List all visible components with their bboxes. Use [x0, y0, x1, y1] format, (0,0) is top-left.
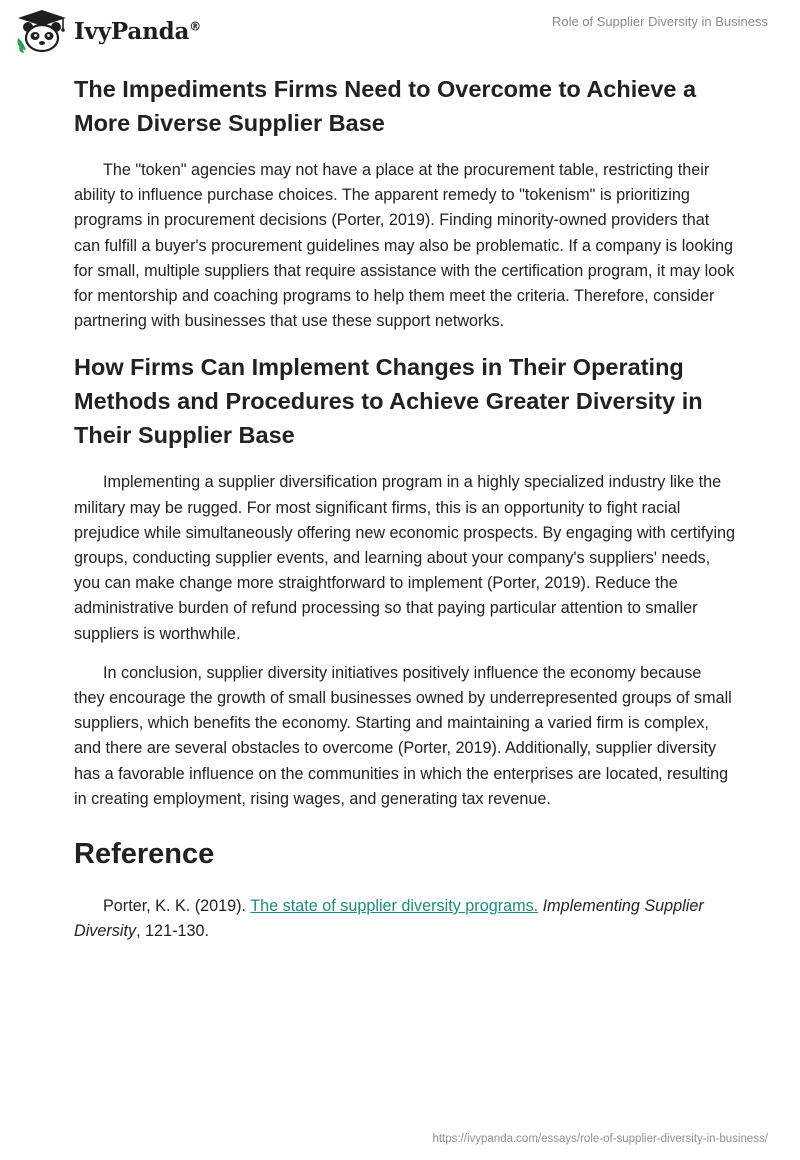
section-heading-impediments: The Impediments Firms Need to Overcome to Achieve a More Diverse Supplier Base — [74, 76, 697, 136]
reference-link[interactable]: The state of supplier diversity programs. — [250, 897, 539, 916]
section-heading-implementation: How Firms Can Implement Changes in Their Operating Methods and Procedures to Achieve Greater Diversity in Their Supplier Base — [74, 354, 703, 449]
reference-entry — [74, 894, 736, 944]
paragraph: Implementing a supplier diversification program in a highly specialized industry like the military may be rugged. For most significant firms, this is an opportunity to fight racial prejudice while simultaneously offering new economic prospects. By engaging with certifying groups, conducting supplier events, and learning about your company's suppliers' needs, you can make change more straightforward to implement (Porter, 2019). Reduce the administrative burden of refund processing so that paying particular attention to smaller suppliers is worthwhile. — [74, 473, 736, 643]
document-title: Role of Supplier Diversity in Business — [551, 14, 768, 29]
reference-heading: Reference — [74, 838, 215, 871]
reference-author-year: Porter, K. K. (2019). — [103, 897, 251, 916]
paragraph: In conclusion, supplier diversity initiatives positively influence the economy because they encourage the growth of small businesses owned by underrepresented groups of small suppliers, which benefits the economy. Starting and maintaining a varied firm is complex, and there are several obstacles to overcome (Porter, 2019). Additionally, supplier diversity has a favorable influence on the communities in which the enterprises are located, resulting in creating employment, rising wages, and generating tax revenue. — [74, 663, 732, 808]
brand-name: IvyPanda® — [74, 17, 201, 45]
reference-pages: , 121-130. — [136, 922, 209, 941]
panda-graduate-icon — [14, 8, 72, 54]
paragraph: The "token" agencies may not have a place at the procurement table, restricting their ability to influence purchase choices. The apparent remedy to "tokenism" is prioritizing programs in procurement decisions (Porter, 2019). Finding minority-owned providers that can fulfill a buyer's procurement guidelines may also be problematic. If a company is looking for small, multiple suppliers that require assistance with the certification program, it may look for mentorship and coaching programs to help them meet the criteria. Therefore, consider partnering with businesses that use these support networks. — [74, 161, 735, 331]
reference-journal: Implementing Supplier Diversity — [74, 897, 704, 941]
footer-url[interactable]: https://ivypanda.com/essays/role-of-supplier-diversity-in-business/ — [432, 1133, 768, 1145]
article-body — [74, 72, 736, 958]
page-header — [0, 0, 800, 62]
ivypanda-logo[interactable] — [14, 8, 201, 54]
